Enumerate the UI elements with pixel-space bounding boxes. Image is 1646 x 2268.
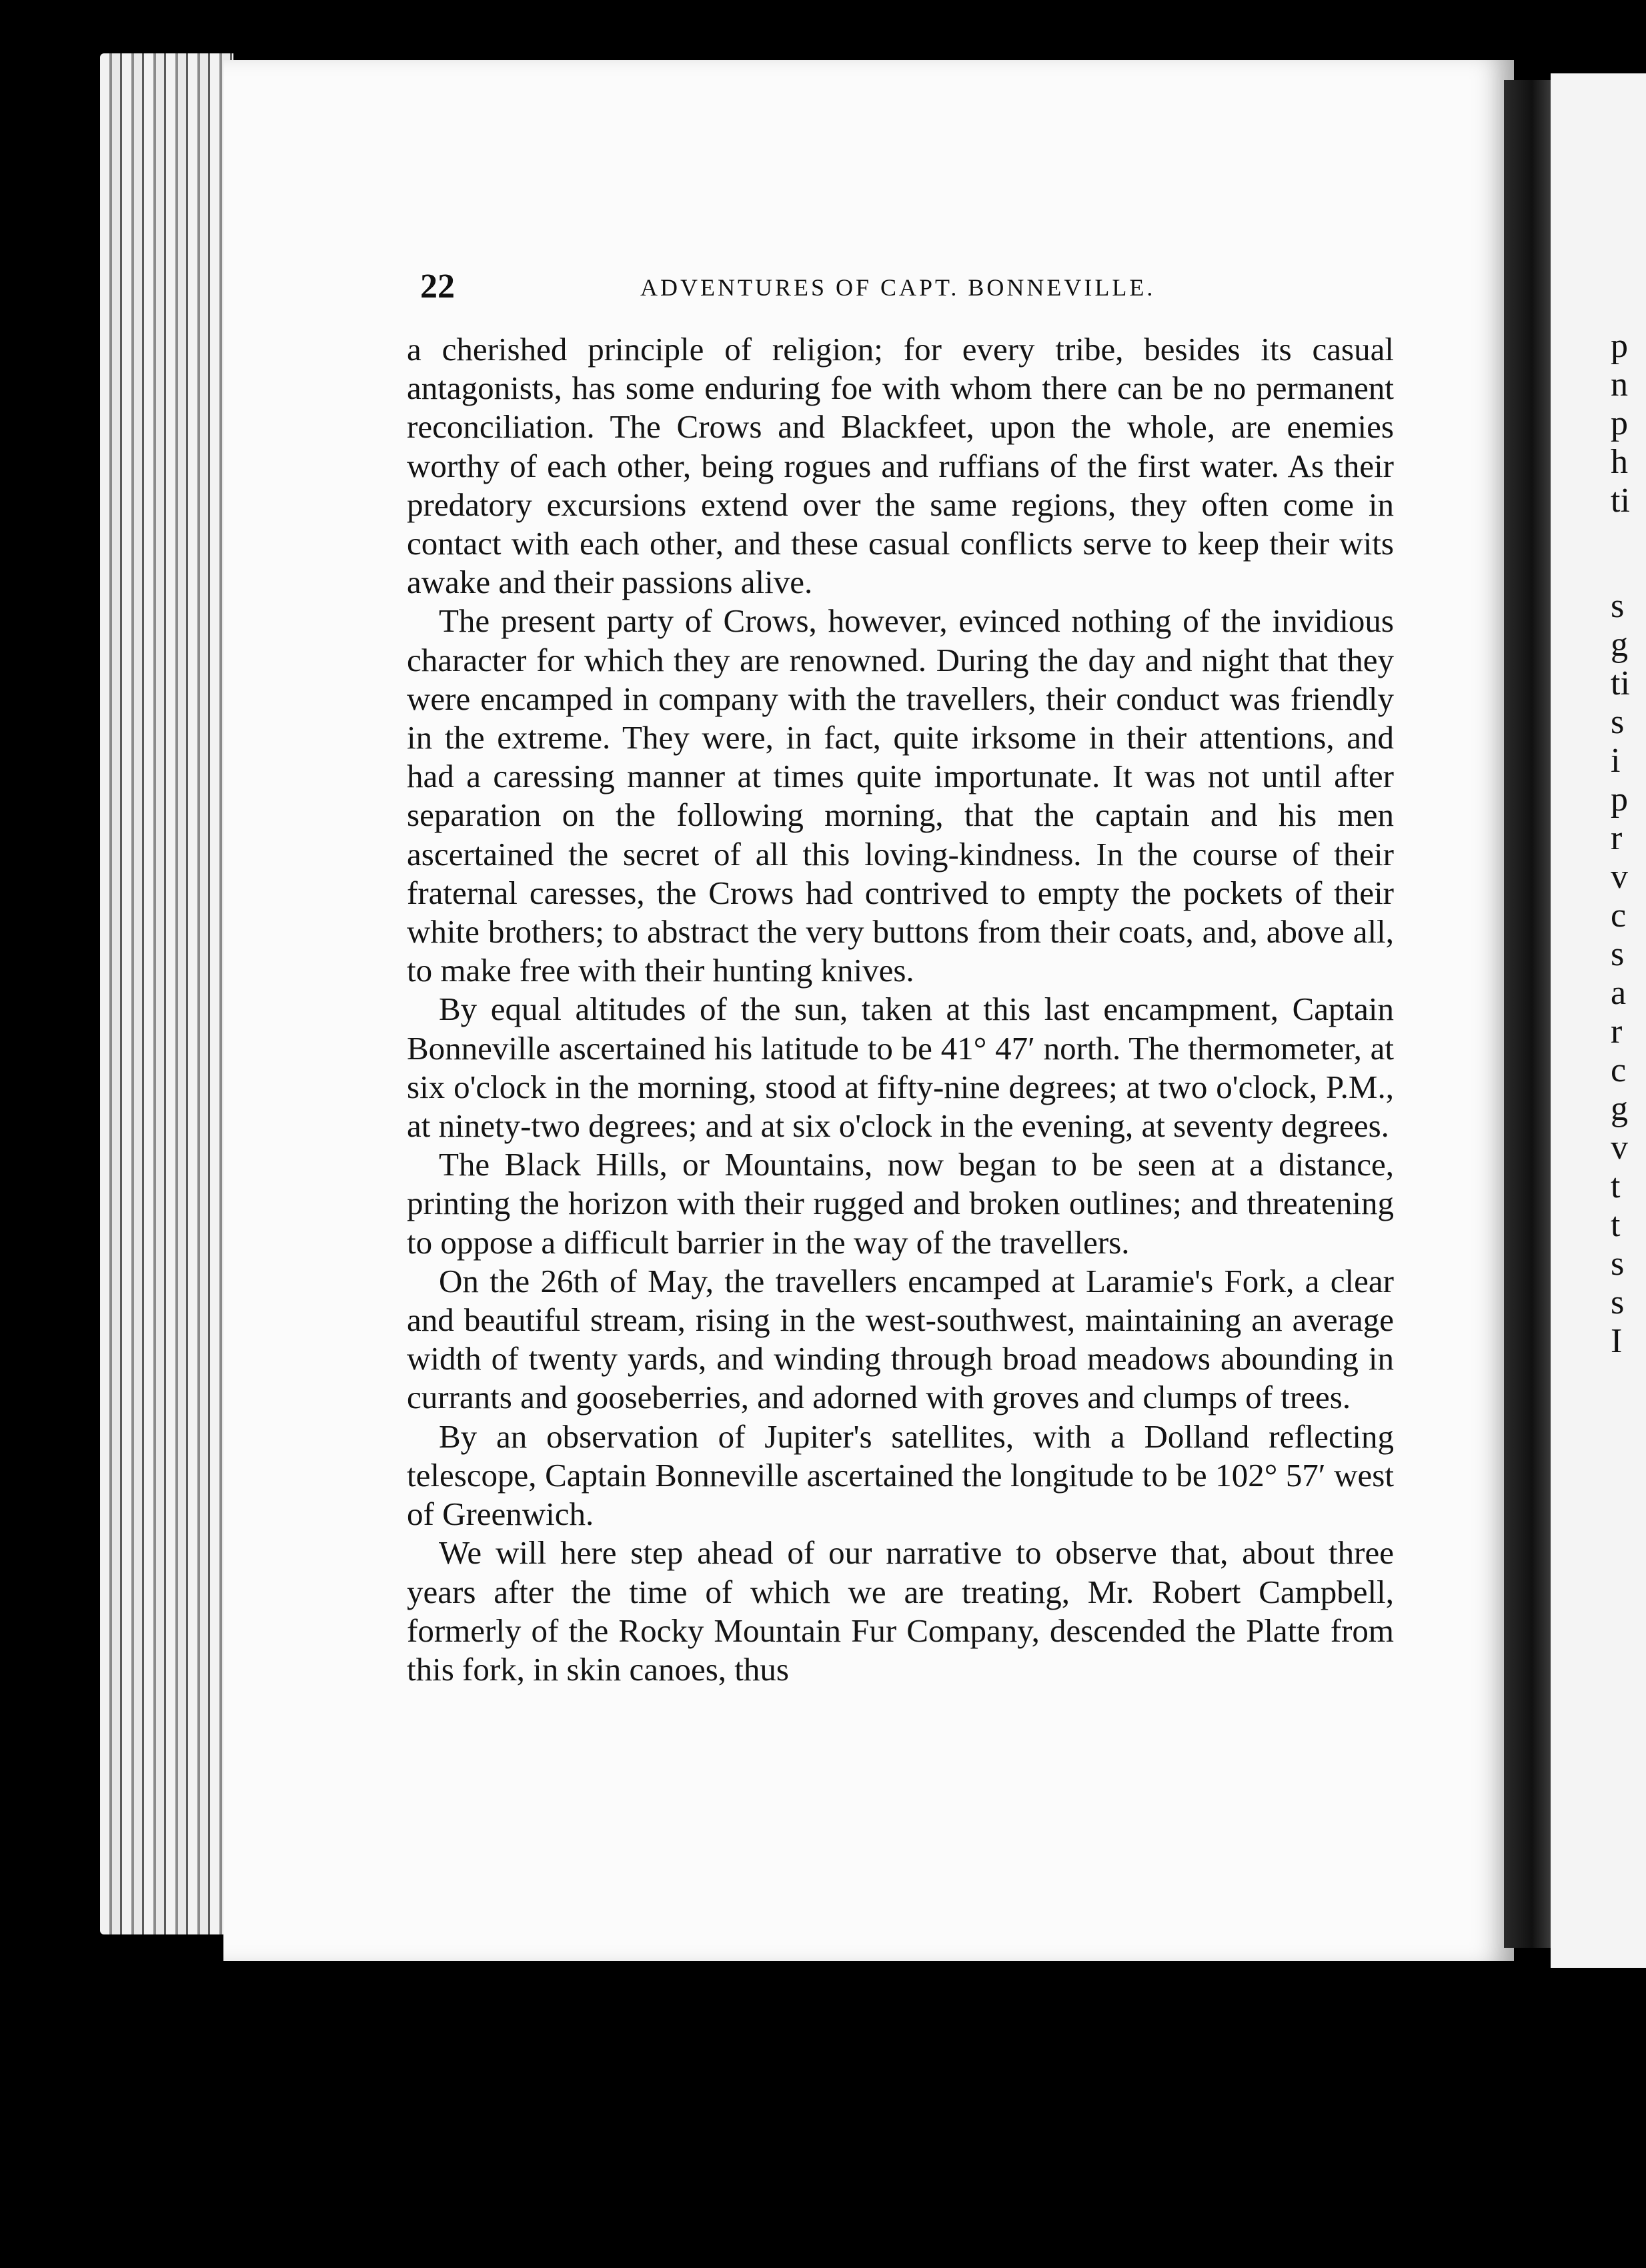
- facing-page-letter: p: [1611, 780, 1628, 818]
- paragraph: By an observation of Jupiter's satellites, with a Dolland reflecting telescope, Captain Bonneville ascertained the longitude to be 102° 57′ west of Greenwich.: [407, 1418, 1394, 1533]
- running-head: [420, 267, 1514, 307]
- facing-page-letter: g: [1611, 626, 1628, 664]
- paragraph: On the 26th of May, the travellers encamped at Laramie's Fork, a clear and beautiful stream, rising in the west-southwest, maintaining an average width of twenty yards, and winding through broad meadows abounding in currants and gooseberries, and adorned with groves and clumps of trees.: [407, 1262, 1394, 1416]
- paragraph: The present party of Crows, however, evinced nothing of the invidious character for which they are renowned. During the day and night that they were encamped in company with the travellers, their conduct was friendly in the extreme. They were, in fact, quite irksome in their attentions, and had a caressing manner at times quite importunate. It was not until after separation on the following morning, that the captain and his men ascertained the secret of all this loving-kindness. In the course of their fraternal caresses, the Crows had contrived to empty the pockets of their white brothers; to abstract the very buttons from their coats, and, above all, to make free with their hunting knives.: [407, 602, 1394, 989]
- facing-page-letter: r: [1611, 1013, 1623, 1051]
- page-edges: [100, 53, 233, 1934]
- facing-page-letter: h: [1611, 443, 1628, 481]
- facing-page-letter: n: [1611, 366, 1628, 404]
- facing-page-letter: [1611, 520, 1630, 587]
- facing-page-letter: c: [1611, 1051, 1627, 1089]
- book-gutter: [1504, 80, 1551, 1948]
- facing-page-letter: t: [1611, 1167, 1621, 1205]
- facing-page-letter: t: [1611, 1206, 1621, 1244]
- facing-page-letter: s: [1611, 1245, 1625, 1283]
- facing-page-letter: ti: [1611, 664, 1630, 702]
- facing-page-letter: s: [1611, 587, 1625, 625]
- paragraph: We will here step ahead of our narrative to observe that, about three years after the time of which we are treating, Mr. Robert Campbell, formerly of the Rocky Mountain Fur Company, descended the Platte from this fork, in skin canoes, thus: [407, 1534, 1394, 1688]
- facing-page-letter: i: [1611, 742, 1621, 780]
- facing-page-letter: g: [1611, 1090, 1628, 1128]
- facing-page-letter: I: [1611, 1322, 1623, 1360]
- paragraph: a cherished principle of religion; for every tribe, besides its casual antagonists, has some enduring foe with whom there can be no permanent reconciliation. The Crows and Blackfeet, upon the whole, are enemies worthy of each other, being rogues and ruffians of the first water. As their predatory excursions extend over the same regions, they often come in contact with each other, and these casual conflicts serve to keep their wits awake and their passions alive.: [407, 331, 1394, 601]
- page-number: 22: [420, 267, 455, 306]
- facing-page-letter: a: [1611, 974, 1627, 1012]
- facing-page: [1551, 73, 1646, 1968]
- facing-page-letter: v: [1611, 858, 1628, 896]
- paragraph: The Black Hills, or Mountains, now began to be seen at a distance, printing the horizon with their rugged and broken outlines; and threatening to oppose a difficult barrier in the way of the travellers.: [407, 1146, 1394, 1261]
- paragraph: By equal altitudes of the sun, taken at this last encampment, Captain Bonneville ascertained his latitude to be 41° 47′ north. The thermometer, at six o'clock in the morning, stood at fifty-nine degrees; at two o'clock, P.M., at ninety-two degrees; and at six o'clock in the evening, at seventy degrees.: [407, 991, 1394, 1145]
- facing-page-letter: s: [1611, 703, 1625, 741]
- running-title: ADVENTURES OF CAPT. BONNEVILLE.: [640, 274, 1156, 301]
- facing-page-letter: ti: [1611, 482, 1630, 520]
- body-text: [407, 330, 1394, 1689]
- facing-page-letter: s: [1611, 1283, 1625, 1321]
- facing-page-letter: r: [1611, 819, 1623, 857]
- facing-page-letter: p: [1611, 404, 1628, 442]
- facing-page-letter: s: [1611, 935, 1625, 973]
- facing-page-letter: c: [1611, 897, 1627, 935]
- facing-page-text: [1611, 327, 1630, 1361]
- facing-page-letter: p: [1611, 327, 1628, 365]
- facing-page-letter: v: [1611, 1129, 1628, 1167]
